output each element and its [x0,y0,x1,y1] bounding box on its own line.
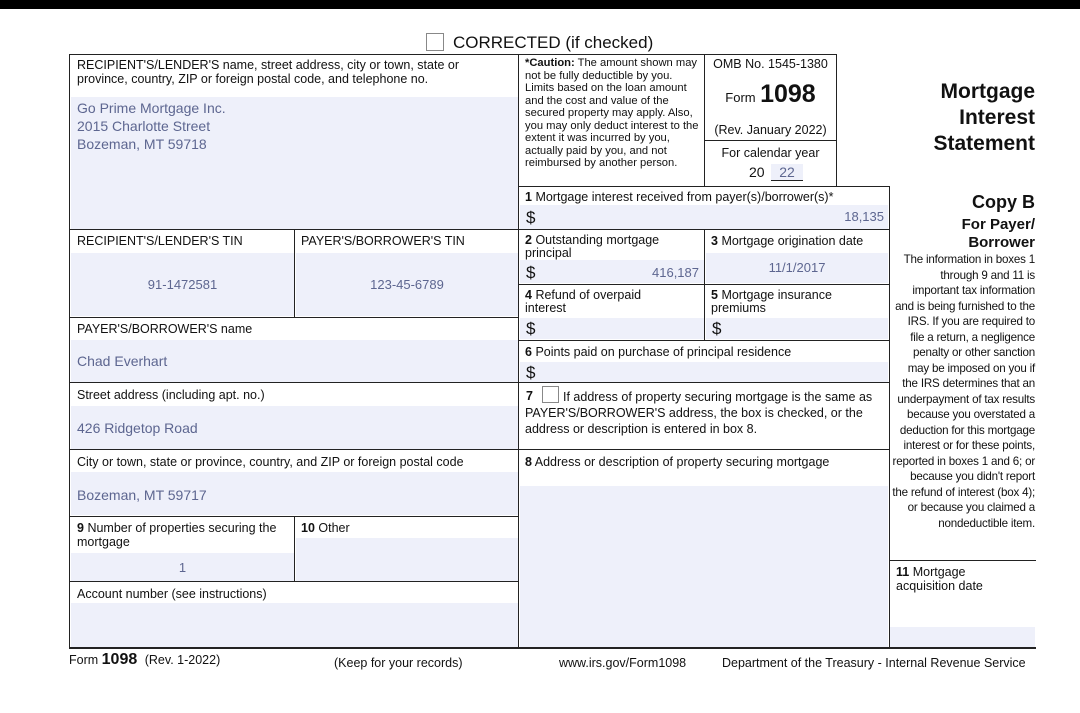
box11-fill [890,627,1035,647]
box9-10-divider [294,516,295,582]
box4-fill [520,318,704,339]
box11-number: 11 [896,565,910,579]
row-tin-top [69,229,890,230]
box1-number: 1 [525,190,532,204]
box6-text: Points paid on purchase of principal residence [535,345,792,359]
payer-tin-label: PAYER'S/BORROWER'S TIN [301,234,465,248]
box6-fill [520,362,888,382]
account-top [69,581,519,582]
recipient-street[interactable]: 2015 Charlotte Street [77,118,211,134]
box6-dollar: $ [526,363,536,382]
recipient-tin-value[interactable]: 91-1472581 [147,277,218,292]
city-top [69,449,890,450]
footer-form-word: Form [69,653,99,667]
box3-number: 3 [711,234,718,248]
box8-text: Address or description of property securing mortgage [534,455,830,469]
form-info-divider-1 [704,140,836,141]
box10-number: 10 [301,521,315,535]
city-value[interactable]: Bozeman, MT 59717 [77,487,207,503]
calendar-year-label: For calendar year [721,146,820,160]
form-revision: (Rev. January 2022) [714,123,827,137]
box1-top [518,186,890,187]
caution-title: *Caution: [525,57,575,69]
payer-tin-value[interactable]: 123-45-6789 [370,277,444,292]
footer-dept: Department of the Treasury - Internal Revenue Service [722,656,1026,670]
box1-dollar: $ [526,208,536,227]
box3-label [711,234,863,248]
box9-text: Number of properties securing the mortgage [77,521,277,549]
recipient-label: RECIPIENT'S/LENDER'S name, street address, city or town, state or province, country, ZIP or foreign postal code, and telephone no. [77,58,459,86]
street-label: Street address (including apt. no.) [77,388,265,402]
box11-top [890,560,1036,561]
box6-top [518,340,890,341]
form-top-border [69,54,836,55]
box2-dollar: $ [526,263,536,282]
recipient-info-fill [71,97,518,229]
corrected-checkbox[interactable] [426,33,444,51]
box5-label [711,289,871,314]
recipient-name[interactable]: Go Prime Mortgage Inc. [77,100,226,116]
box7-number: 7 [526,389,533,403]
copy-b-left-border [889,186,890,649]
form-number-block [705,80,836,109]
caution-body: The amount shown may not be fully deductible by you. Limits based on the loan amount and the cost and value of the secured property may apply. Also, you may only deduct interest to the extent it was incurred by you, actually paid by you, and not reimbursed by another person. [525,57,699,169]
box5-fill [706,318,888,339]
copy-b-info: The information in boxes 1 through 9 and 11 is important tax information and is being furnished to the IRS. If you are required to file a return, a negligence penalty or other sanction may be imposed on you if the IRS determines that an underpayment of tax results because you overstated a deduction for this mortgage interest or for these points, reported in boxes 1 and 6; or because you didn't report the refund of interest (box 4); or because you claimed a nondeductible item. [892,253,1035,530]
box6-label [525,345,791,359]
box5-number: 5 [711,288,718,302]
payer-name-label: PAYER'S/BORROWER'S name [77,322,253,336]
box9-label [77,521,292,549]
city-label: City or town, state or province, country, and ZIP or foreign postal code [77,455,464,469]
box4-dollar: $ [526,319,536,338]
title-line-1: Mortgage [940,80,1035,103]
box1-text: Mortgage interest received from payer(s)/borrower(s)* [535,190,834,204]
box8-fill [520,486,888,647]
year-suffix[interactable]: 22 [771,164,803,181]
caution-form-divider [704,54,705,186]
left-right-divider [518,54,519,649]
box2-text: Outstanding mortgage principal [525,233,660,260]
footer-rev: (Rev. 1-2022) [144,653,221,667]
box10-label [301,521,350,535]
box4-label [525,289,675,314]
caution-text [525,57,703,170]
form-word: Form [725,90,756,105]
box11-label [896,565,1026,593]
box4-text: Refund of overpaid interest [525,288,642,315]
box4-top [518,284,890,285]
tin-divider [294,229,295,317]
year-prefix: 20 [749,164,765,180]
street-value[interactable]: 426 Ridgetop Road [77,420,198,436]
footer-url[interactable]: www.irs.gov/Form1098 [559,656,687,670]
box1-value[interactable]: 18,135 [844,209,884,224]
box9-number: 9 [77,521,84,535]
omb-number: OMB No. 1545-1380 [713,57,828,71]
payer-name-value[interactable]: Chad Everhart [77,353,168,369]
box8-number: 8 [525,455,532,469]
recipient-tin-label: RECIPIENT'S/LENDER'S TIN [77,234,243,248]
box6-number: 6 [525,345,532,359]
account-label: Account number (see instructions) [77,587,267,601]
corrected-label: CORRECTED (if checked) [453,33,654,52]
box4-number: 4 [525,288,532,302]
footer-form-id [69,651,220,669]
form-info-right-border [836,54,837,186]
title-line-3: Statement [933,132,1035,155]
box5-text: Mortgage insurance premiums [711,288,832,315]
copy-b-for-1: For Payer/ [961,216,1035,233]
footer-form-number: 1098 [101,651,138,668]
form-title [880,79,1035,157]
box8-label [525,455,829,469]
box2-value[interactable]: 416,187 [652,265,699,280]
form-left-border [69,54,70,649]
copy-b-title: Copy B [972,192,1035,212]
box9-value[interactable]: 1 [178,560,187,575]
recipient-city[interactable]: Bozeman, MT 59718 [77,136,207,152]
box1-label [525,190,833,204]
form-number: 1098 [760,80,816,108]
box10-fill [296,538,518,581]
top-black-bar [0,0,1080,9]
payer-name-top [69,317,519,318]
box11-text: Mortgage acquisition date [896,565,983,593]
box7-text: If address of property securing mortgage is the same as PAYER'S/BORROWER'S address, the box is checked, or the address or description is entered in box 8. [525,390,873,436]
box2-number: 2 [525,233,532,247]
form-bottom-border [69,647,1036,649]
box3-value[interactable]: 11/1/2017 [768,260,826,275]
copy-b-for-2: Borrower [968,234,1035,251]
title-line-2: Interest [959,106,1035,129]
footer-keep: (Keep for your records) [334,656,463,670]
box10-text: Other [318,521,350,535]
box2-label [525,234,700,259]
box3-text: Mortgage origination date [721,234,864,248]
street-top [69,382,890,383]
box5-dollar: $ [712,319,722,338]
account-fill [71,603,518,647]
